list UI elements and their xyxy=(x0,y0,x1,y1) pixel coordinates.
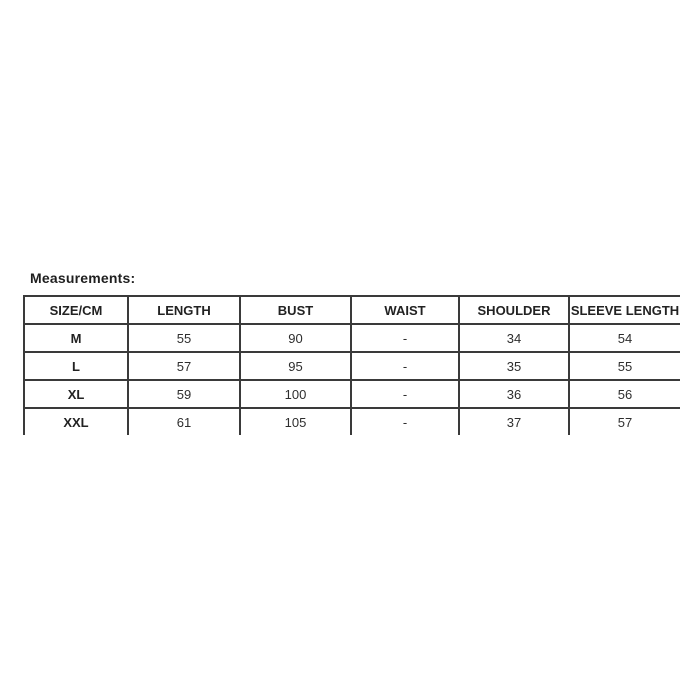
table-cell: 100 xyxy=(240,380,351,408)
table-cell: - xyxy=(351,408,459,435)
header-size-cm: SIZE/CM xyxy=(24,296,128,324)
table-header-row xyxy=(24,296,680,324)
table-cell: 56 xyxy=(569,380,680,408)
table-cell: 35 xyxy=(459,352,569,380)
measurements-section xyxy=(23,270,679,435)
header-waist: WAIST xyxy=(351,296,459,324)
measurements-title: Measurements: xyxy=(30,270,136,286)
table-cell: 55 xyxy=(128,324,240,352)
table-cell: 36 xyxy=(459,380,569,408)
table-cell: - xyxy=(351,380,459,408)
table-cell: - xyxy=(351,352,459,380)
row-label: XL xyxy=(24,380,128,408)
table-cell: 54 xyxy=(569,324,680,352)
header-bust: BUST xyxy=(240,296,351,324)
row-label: L xyxy=(24,352,128,380)
table-cell: 34 xyxy=(459,324,569,352)
table-cell: 90 xyxy=(240,324,351,352)
header-length: LENGTH xyxy=(128,296,240,324)
header-sleeve-length: SLEEVE LENGTH xyxy=(569,296,680,324)
table-row-m xyxy=(24,324,680,352)
table-cell: 61 xyxy=(128,408,240,435)
table-cell: 105 xyxy=(240,408,351,435)
row-label: XXL xyxy=(24,408,128,435)
table-row-xl xyxy=(24,380,680,408)
header-shoulder: SHOULDER xyxy=(459,296,569,324)
row-label: M xyxy=(24,324,128,352)
table-row-xxl xyxy=(24,408,680,435)
table-cell: 57 xyxy=(128,352,240,380)
table-cell: - xyxy=(351,324,459,352)
table-cell: 37 xyxy=(459,408,569,435)
table-row-l xyxy=(24,352,680,380)
table-cell: 55 xyxy=(569,352,680,380)
table-cell: 59 xyxy=(128,380,240,408)
size-chart-table xyxy=(23,295,680,435)
table-cell: 95 xyxy=(240,352,351,380)
table-cell: 57 xyxy=(617,414,633,430)
